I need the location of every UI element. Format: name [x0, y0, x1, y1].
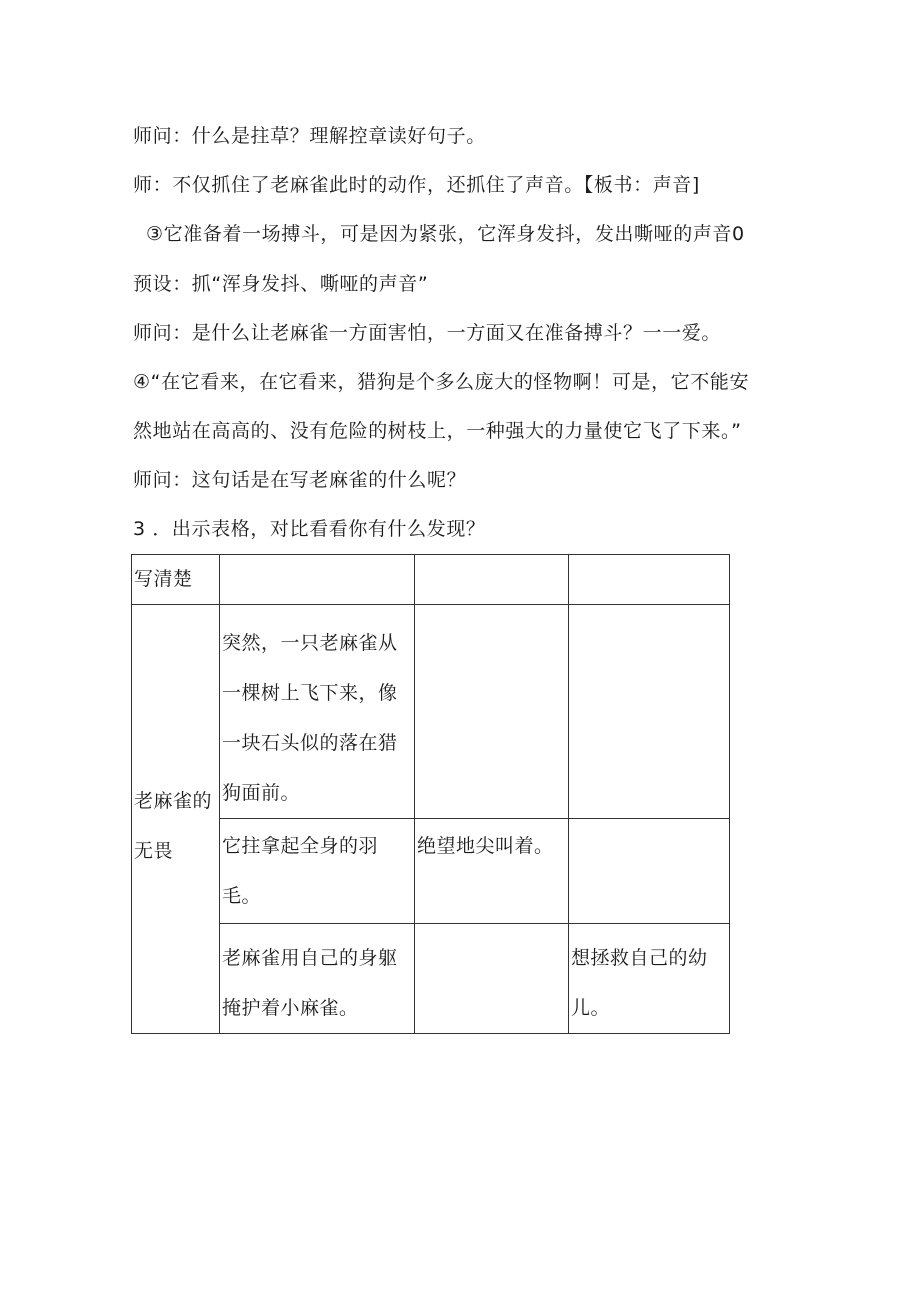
table-row [132, 605, 730, 819]
table-header-cell [415, 555, 569, 605]
table-header-cell [220, 555, 415, 605]
table-cell: 它拄拿起全身的羽毛。 [220, 819, 415, 924]
table-cell: 老麻雀用自己的身躯掩护着小麻雀。 [220, 924, 415, 1034]
table-cell: 想拯救自己的幼儿。 [569, 924, 730, 1034]
table-cell: 绝望地尖叫着。 [415, 819, 569, 924]
paragraph-line: ④“在它看来，在它看来，猎狗是个多么庞大的怪物啊！可是，它不能安 [133, 371, 750, 393]
table-header-row [132, 555, 730, 605]
paragraph-line: 师：不仅抓住了老麻雀此时的动作，还抓住了声音。【板书：声音] [133, 174, 700, 196]
table-row [132, 819, 730, 924]
table-header-cell [569, 555, 730, 605]
table-cell [415, 924, 569, 1034]
paragraph-line: 师问：是什么让老麻雀一方面害怕，一方面又在准备搏斗？一一爱。 [133, 322, 722, 344]
paragraph-line: 师问：什么是拄草？理解控章读好句子。 [133, 125, 486, 147]
table-row [132, 924, 730, 1034]
paragraph-line: 然地站在高高的、没有危险的树枝上，一种强大的力量使它飞了下来。” [133, 420, 742, 442]
paragraph-line: 预设：抓“浑身发抖、嘶哑的声音” [133, 273, 429, 295]
table-cell [569, 605, 730, 819]
table-cell [569, 819, 730, 924]
row-group-label: 老麻雀的无畏 [132, 605, 220, 1034]
comparison-table [131, 554, 730, 1034]
section-heading: 3 ．出示表格，对比看看你有什么发现？ [133, 518, 486, 540]
paragraph-line: 师问：这句话是在写老麻雀的什么呢？ [133, 469, 467, 491]
table-cell [415, 605, 569, 819]
paragraph-line: ③它准备着一场搏斗，可是因为紧张，它浑身发抖，发出嘶哑的声音0 [146, 223, 745, 245]
table-cell: 突然，一只老麻雀从一棵树上飞下来，像一块石头似的落在猎狗面前。 [220, 605, 415, 819]
table-header-cell: 写清楚 [132, 555, 220, 605]
